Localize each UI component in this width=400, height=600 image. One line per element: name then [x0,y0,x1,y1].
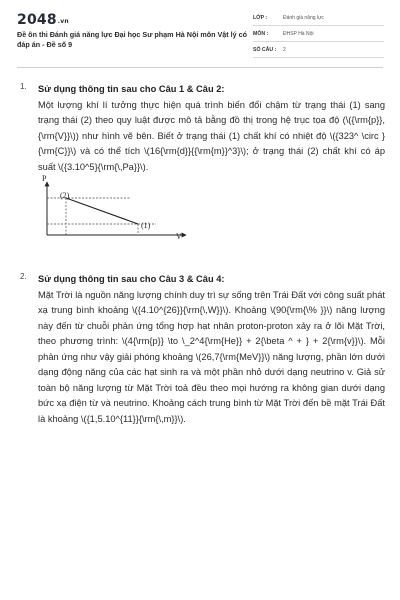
logo-text: 2048 [17,12,57,28]
process-line [66,198,138,224]
meta-value: Đánh giá năng lực [283,14,324,21]
meta-info [253,10,384,58]
pv-graph-svg [38,177,188,239]
v-axis-label: V [176,232,182,241]
meta-key: MÔN : [253,30,269,37]
logo-suffix: .vn [57,18,69,25]
question-number: 1. [20,82,27,91]
meta-value: 2 [283,46,286,53]
site-logo[interactable] [17,12,69,28]
question-body [38,272,385,427]
meta-key: LỚP : [253,14,268,21]
question-heading: Sử dụng thông tin sau cho Câu 3 & Câu 4: [38,274,225,284]
page-header [0,0,400,66]
meta-row-subject [253,26,384,42]
pv-graph [38,174,188,241]
p-axis-label: P [42,174,47,183]
header-divider [17,67,383,68]
meta-value: ĐHSP Hà Nội [283,30,314,37]
question-1 [20,82,385,239]
question-number: 2. [20,272,27,281]
question-body [38,82,385,239]
question-text: Mặt Trời là nguồn năng lượng chính duy trì sự sống trên Trái Đất với công suất phát xạ trung bình khoảng \({4.10^{26}}{\rm{\,W}}\). Khoảng \(90{\rm{\% }}\) năng lượng này đến từ chuỗi phản ứng tổng hợp hạt nhân proton-proton xảy ra ở lõi Mặt Trời, theo phương trình: \(4{\rm{p}} \to \_2^4{\rm{He}} + 2{\beta ^ + } + 2{\rm{v}}\). Mỗi phản ứng như vậy giải phóng khoảng \(26,7{\rm{MeV}}\) năng lượng, phần lớn dưới dạng động năng của các hạt sinh ra và một phần nhỏ dưới dạng neutrino v. Giả sử toàn bộ năng lượng từ Mặt Trời toả đều theo mọi hướng ra không gian dưới dạng bức xạ điện từ và neutrino. Khoảng cách trung bình từ Mặt Trời đến bề mặt Trái Đất là khoảng \({1,5.10^{11}}{\rm{\,m}}\). [38,289,385,424]
meta-key: SỐ CÂU : [253,46,277,53]
question-heading: Sử dụng thông tin sau cho Câu 1 & Câu 2: [38,84,225,94]
state-2-label: (2) [60,191,70,200]
meta-row-count [253,42,384,58]
question-text: Một lượng khí lí tưởng thực hiện quá trình biến đổi chậm từ trạng thái (1) sang trạng thái (2) theo quy luật được mô tả bằng đồ thị trong hệ trục tọa độ (\({\rm{p}},{\rm{V}}\)) như hình vẽ bên. Biết ở trạng thái (1) chất khí có nhiệt độ \({323^ \circ }{\rm{C}}\) và có thể tích \(16{\rm{d}}{{\rm{m}}^3}\); ở trạng thái (2) chất khí có áp suất \({3.10^5}{\rm{\,Pa}}\). [38,99,385,172]
state-1-label: (1) [141,221,151,230]
meta-row-class [253,10,384,26]
page-title: Đề ôn thi Đánh giá năng lực Đại học Sư phạm Hà Nội môn Vật lý có đáp án - Đề số 9 [17,30,248,49]
question-2 [20,272,385,427]
